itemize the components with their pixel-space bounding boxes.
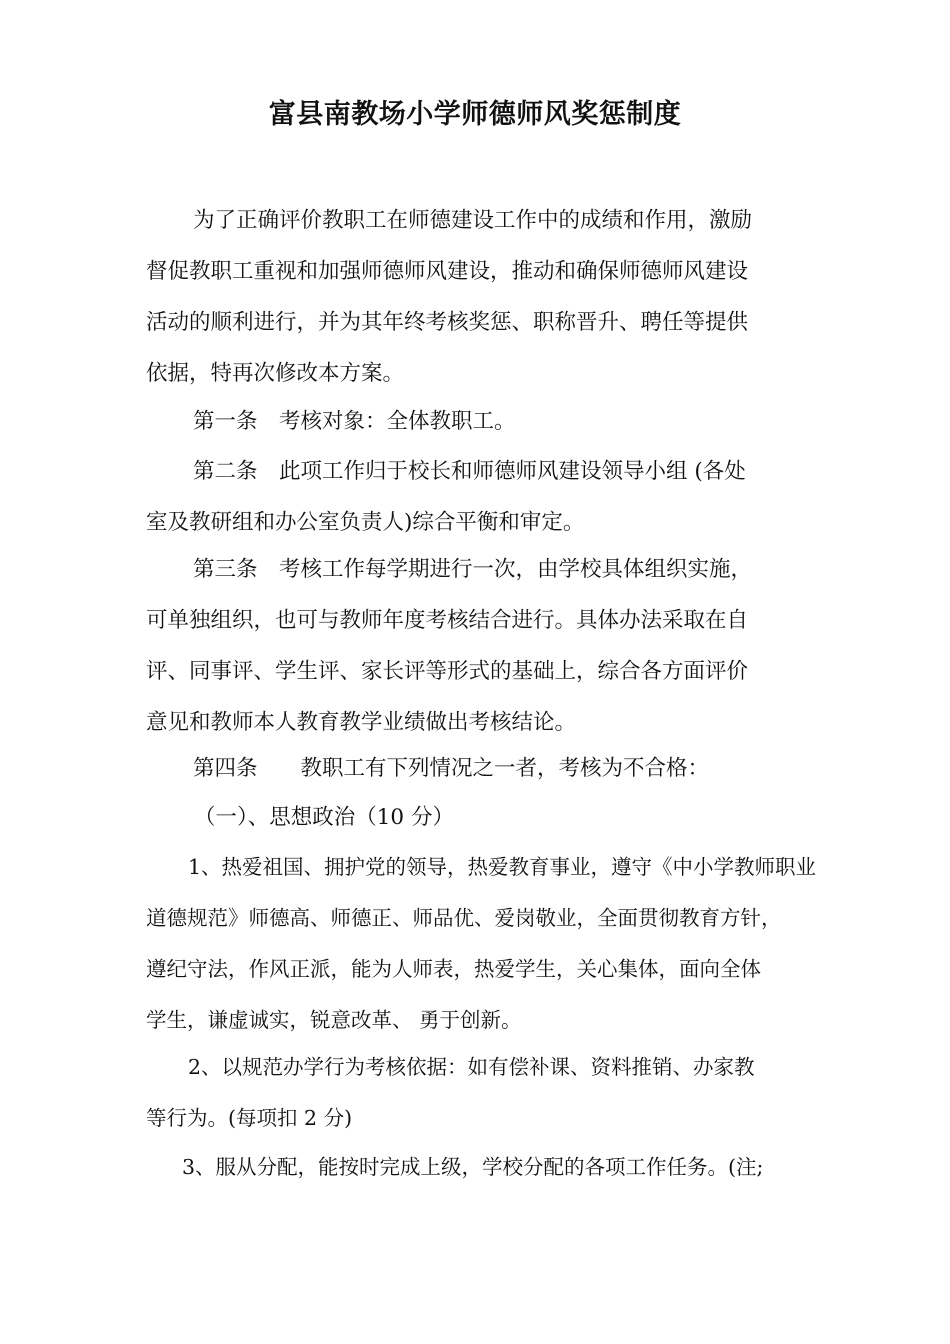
intro-line: 依据，特再次修改本方案。 — [146, 361, 405, 386]
article-3-line: 意见和教师本人教育教学业绩做出考核结论。 — [146, 710, 577, 735]
intro-paragraph — [146, 195, 822, 399]
article-1-text: 第一条 考核对象：全体教职工。 — [193, 409, 516, 434]
section-1-heading-block — [146, 792, 822, 843]
item-2-line: 2、以规范办学行为考核依据：如有偿补课、资料推销、办家教 — [188, 1055, 755, 1079]
article-3-line: 可单独组织，也可与教师年度考核结合进行。具体办法采取在自 — [146, 608, 749, 633]
document-title: 富县南教场小学师德师风奖惩制度 — [268, 99, 682, 130]
article-3 — [146, 544, 822, 748]
item-1-line: 遵纪守法，作风正派，能为人师表，热爱学生，关心集体，面向全体 — [146, 957, 761, 981]
section-heading: （一）、思想政治（10 分） — [194, 805, 454, 830]
article-2 — [146, 446, 822, 548]
article-1 — [146, 396, 822, 447]
item-1 — [146, 842, 822, 1046]
article-3-line: 第三条 考核工作每学期进行一次，由学校具体组织实施， — [193, 557, 753, 582]
article-4-text: 第四条 教职工有下列情况之一者，考核为不合格： — [193, 756, 710, 781]
item-2-line: 等行为。(每项扣 2 分) — [146, 1106, 353, 1130]
item-3-line: 3、服从分配，能按时完成上级，学校分配的各项工作任务。(注; — [182, 1155, 764, 1179]
item-1-line: 1、热爱祖国、拥护党的领导，热爱教育事业，遵守《中小学教师职业 — [188, 855, 817, 879]
item-3 — [146, 1142, 822, 1193]
intro-line: 督促教职工重视和加强师德师风建设，推动和确保师德师风建设 — [146, 259, 749, 284]
item-1-line: 道德规范》师德高、师德正、师品优、爱岗敬业，全面贯彻教育方针， — [146, 906, 782, 930]
article-2-line: 第二条 此项工作归于校长和师德师风建设领导小组 (各处 — [193, 459, 746, 484]
intro-line: 活动的顺利进行，并为其年终考核奖惩、职称晋升、聘任等提供 — [146, 310, 749, 335]
article-2-line: 室及教研组和办公室负责人)综合平衡和审定。 — [146, 510, 585, 535]
item-2 — [146, 1042, 822, 1144]
intro-line: 为了正确评价教职工在师德建设工作中的成绩和作用，激励 — [193, 208, 753, 233]
article-3-line: 评、同事评、学生评、家长评等形式的基础上，综合各方面评价 — [146, 659, 749, 684]
article-4 — [146, 743, 822, 794]
item-1-line: 学生，谦虚诚实，锐意改革、 勇于创新。 — [146, 1008, 522, 1032]
